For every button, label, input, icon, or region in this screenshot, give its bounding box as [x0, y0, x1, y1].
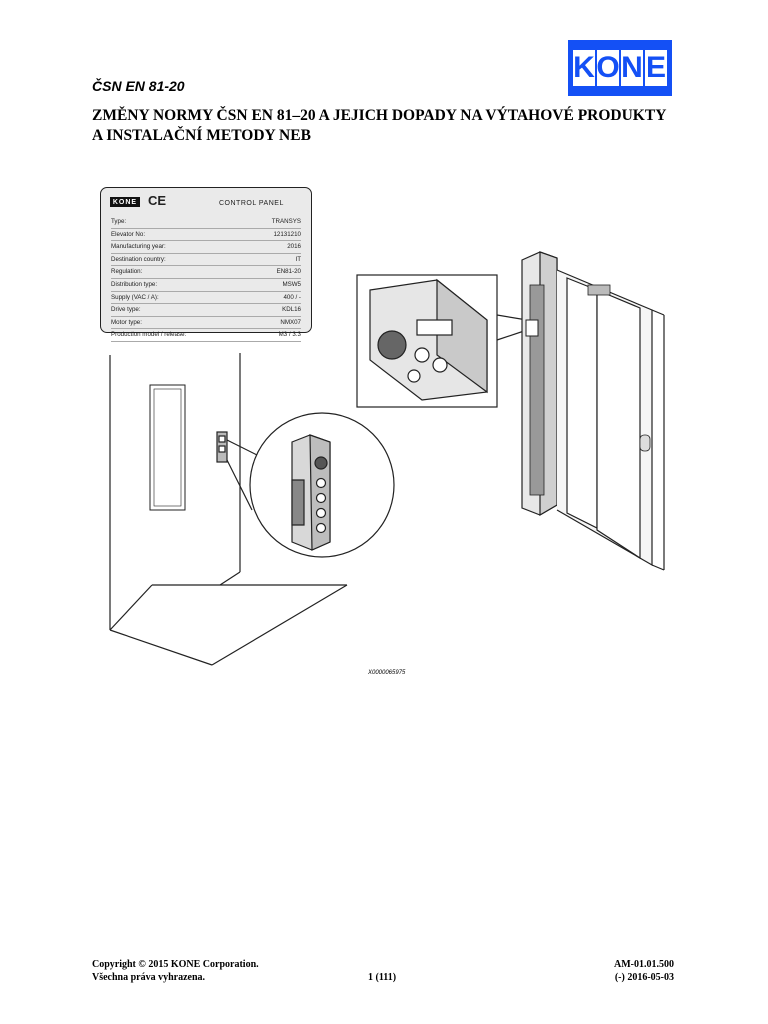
document-title	[92, 106, 692, 146]
plate-value: IT	[295, 255, 301, 263]
plate-label: Type:	[111, 218, 127, 225]
plate-label: Production model / release:	[111, 331, 187, 339]
plate-value: M3 / 3.3	[278, 331, 301, 339]
plate-row	[111, 254, 301, 267]
document-id: AM-01.01.500	[614, 959, 674, 970]
plate-label: Motor type:	[111, 318, 142, 326]
plate-label: Supply (VAC / A):	[111, 293, 159, 301]
zoom-box-control-panel	[357, 275, 527, 407]
plate-label: Distribution type:	[111, 280, 158, 288]
plate-logo: KONE	[110, 197, 140, 207]
plate-label: Destination country:	[111, 255, 166, 263]
plate-row	[111, 292, 301, 305]
plate-row	[111, 266, 301, 279]
footer-right	[586, 958, 674, 984]
installation-figure	[92, 180, 672, 680]
plate-row	[111, 329, 301, 342]
plate-value: MSW5	[282, 280, 301, 288]
control-panel-rating-plate	[100, 187, 312, 339]
plate-row	[111, 241, 301, 254]
plate-label: Manufacturing year:	[111, 243, 166, 251]
logo-letter: O	[596, 51, 620, 84]
plate-label: Drive type:	[111, 306, 141, 314]
plate-row	[111, 216, 301, 229]
page-number: 1 (111)	[368, 972, 397, 983]
zoom-circle-button-box	[250, 413, 394, 557]
standard-label: ČSN EN 81-20	[92, 78, 185, 94]
logo-letter: E	[645, 51, 666, 84]
plate-row	[111, 317, 301, 330]
elevator-door-frame	[522, 252, 664, 570]
rights-text: Všechna práva vyhrazena.	[92, 972, 206, 983]
kone-logo	[568, 40, 672, 96]
ce-mark: CE	[148, 193, 167, 208]
plate-row	[111, 279, 301, 292]
plate-row	[111, 229, 301, 242]
plate-value: NMX07	[280, 318, 301, 326]
plate-value: 400 / -	[283, 293, 301, 301]
plate-value: 12131210	[273, 230, 301, 238]
title-line: A INSTALAČNÍ METODY NEB	[92, 127, 311, 144]
plate-label: Elevator No:	[111, 230, 146, 238]
revision-date: (-) 2016-05-03	[614, 972, 674, 983]
plate-value: 2016	[287, 243, 301, 251]
plate-value: EN81-20	[276, 268, 301, 276]
plate-title: CONTROL PANEL	[219, 200, 284, 207]
plate-rows	[111, 216, 301, 342]
figure-caption: X0000065975	[368, 670, 406, 676]
plate-label: Regulation:	[111, 268, 143, 276]
logo-letter: K	[573, 51, 595, 84]
title-line: ZMĚNY NORMY ČSN EN 81–20 A JEJICH DOPADY NA VÝTAHOVÉ PRODUKTY	[92, 107, 667, 124]
logo-letter: N	[621, 51, 643, 84]
copyright-text: Copyright © 2015 KONE Corporation.	[92, 959, 259, 970]
plate-value: KDL16	[282, 306, 301, 314]
footer-left	[92, 958, 259, 984]
plate-row	[111, 304, 301, 317]
plate-value: TRANSYS	[271, 218, 301, 225]
